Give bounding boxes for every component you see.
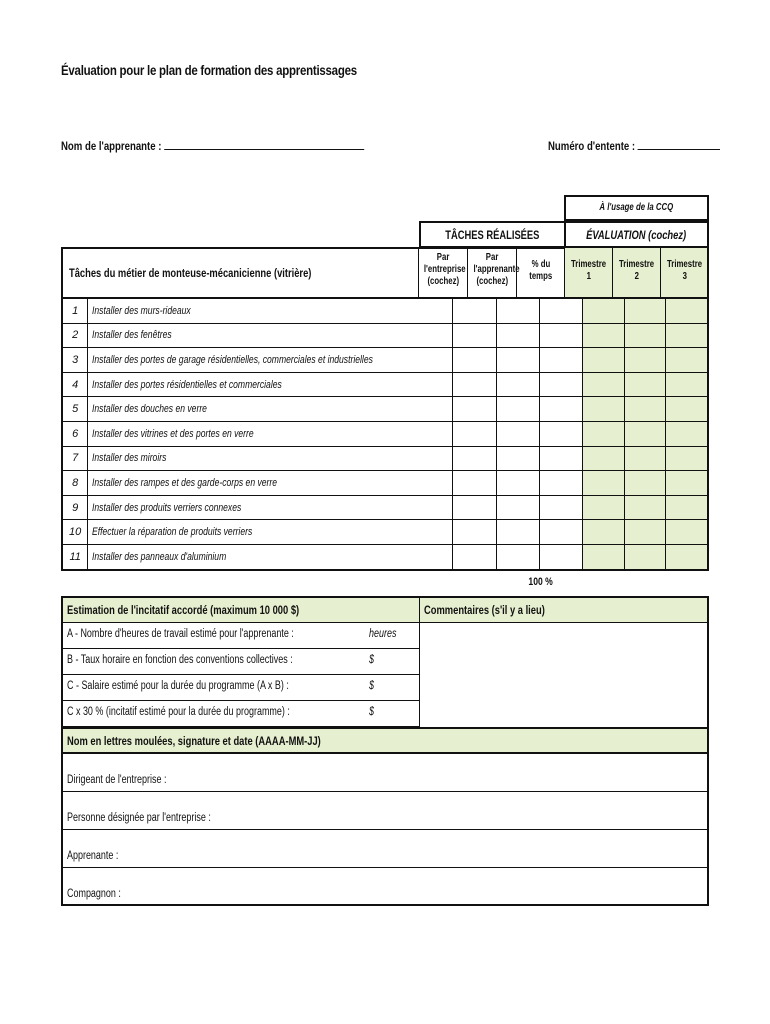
task-number: 10 (63, 520, 88, 545)
incentive-line-unit: $ (369, 680, 374, 692)
signature-line[interactable] (61, 867, 709, 906)
eval-trimestre-1[interactable] (583, 544, 625, 569)
ccq-box (564, 195, 709, 221)
task-name: Installer des murs-rideaux (88, 299, 453, 324)
percent-temps[interactable] (540, 446, 583, 471)
signature-line-label: Compagnon : (67, 888, 121, 900)
signature-line[interactable] (61, 753, 709, 792)
col-entreprise-text: Par l'entreprise (cochez) (423, 252, 466, 287)
eval-trimestre-2[interactable] (624, 544, 666, 569)
percent-temps[interactable] (540, 544, 583, 569)
apprenant-blank[interactable] (164, 149, 364, 150)
table-row (63, 520, 708, 545)
taches-realisees-header: TÂCHES RÉALISÉES (419, 221, 566, 248)
task-number: 8 (63, 471, 88, 496)
task-number: 9 (63, 495, 88, 520)
eval-trimestre-3[interactable] (666, 446, 708, 471)
task-name: Effectuer la réparation de produits verriers (88, 520, 453, 545)
percent-temps[interactable] (540, 323, 583, 348)
check-apprenante[interactable] (496, 446, 539, 471)
incentive-line-unit: $ (369, 654, 374, 666)
incentive-line-label: C - Salaire estimé pour la durée du programme (A x B) : (67, 680, 289, 692)
incentive-line-label: C x 30 % (incitatif estimé pour la durée du programme) : (67, 706, 290, 718)
percent-temps[interactable] (540, 495, 583, 520)
eval-trimestre-2[interactable] (624, 348, 666, 373)
check-entreprise[interactable] (453, 421, 496, 446)
eval-trimestre-1[interactable] (583, 397, 625, 422)
check-apprenante[interactable] (496, 299, 539, 324)
check-entreprise[interactable] (453, 323, 496, 348)
eval-trimestre-2[interactable] (624, 446, 666, 471)
col-trimestre-1-text: Trimestre 1 (570, 259, 607, 282)
check-apprenante[interactable] (496, 495, 539, 520)
check-entreprise[interactable] (453, 372, 496, 397)
eval-trimestre-2[interactable] (624, 372, 666, 397)
percent-temps[interactable] (540, 421, 583, 446)
task-name: Installer des douches en verre (88, 397, 453, 422)
comments-header: Commentaires (s'il y a lieu) (419, 596, 709, 623)
entente-label: Numéro d'entente : (548, 139, 636, 153)
percent-temps[interactable] (540, 397, 583, 422)
check-apprenante[interactable] (496, 471, 539, 496)
entente-blank[interactable] (638, 149, 720, 150)
task-number: 3 (63, 348, 88, 373)
task-number: 11 (63, 544, 88, 569)
incentive-line-label: B - Taux horaire en fonction des conventions collectives : (67, 654, 293, 666)
check-entreprise[interactable] (453, 544, 496, 569)
task-name: Installer des portes de garage résidentielles, commerciales et industrielles (88, 348, 453, 373)
col-trimestre-3-text: Trimestre 3 (666, 259, 703, 282)
ccq-label: À l'usage de la CCQ (599, 202, 674, 213)
check-apprenante[interactable] (496, 397, 539, 422)
incentive-line-label: A - Nombre d'heures de travail estimé pour l'apprenante : (67, 628, 294, 640)
eval-trimestre-1[interactable] (583, 372, 625, 397)
percent-temps[interactable] (540, 520, 583, 545)
percent-temps[interactable] (540, 372, 583, 397)
table-row (63, 372, 708, 397)
check-entreprise[interactable] (453, 348, 496, 373)
task-name: Installer des fenêtres (88, 323, 453, 348)
check-entreprise[interactable] (453, 397, 496, 422)
eval-trimestre-2[interactable] (624, 471, 666, 496)
task-number: 1 (63, 299, 88, 324)
check-apprenante[interactable] (496, 421, 539, 446)
table-row (63, 299, 708, 324)
table-row (63, 446, 708, 471)
percent-temps[interactable] (540, 348, 583, 373)
signature-line[interactable] (61, 829, 709, 868)
table-row (63, 495, 708, 520)
comments-input[interactable] (419, 622, 709, 728)
percent-temps[interactable] (540, 471, 583, 496)
task-name: Installer des miroirs (88, 446, 453, 471)
signature-line-label: Dirigeant de l'entreprise : (67, 774, 167, 786)
task-name: Installer des produits verriers connexes (88, 495, 453, 520)
check-apprenante[interactable] (496, 348, 539, 373)
table-row (63, 544, 708, 569)
evaluation-header: ÉVALUATION (cochez) (564, 221, 709, 248)
table-row (63, 471, 708, 496)
apprenant-field[interactable] (61, 139, 364, 153)
eval-trimestre-3[interactable] (666, 495, 708, 520)
eval-trimestre-3[interactable] (666, 323, 708, 348)
percent-temps[interactable] (540, 299, 583, 324)
entente-field[interactable] (548, 139, 720, 153)
eval-trimestre-3[interactable] (666, 421, 708, 446)
signature-line-label: Personne désignée par l'entreprise : (67, 812, 211, 824)
eval-trimestre-2[interactable] (624, 323, 666, 348)
check-entreprise[interactable] (453, 299, 496, 324)
table-row (63, 323, 708, 348)
eval-trimestre-3[interactable] (666, 299, 708, 324)
table-row (63, 348, 708, 373)
incentive-line[interactable] (61, 648, 420, 675)
apprenant-label: Nom de l'apprenante : (61, 139, 162, 153)
task-name: Installer des rampes et des garde-corps en verre (88, 471, 453, 496)
col-apprenante-text: Par l'apprenante (cochez) (473, 252, 520, 287)
eval-trimestre-2[interactable] (624, 495, 666, 520)
signature-line[interactable] (61, 791, 709, 830)
check-apprenante[interactable] (496, 372, 539, 397)
incentive-line[interactable] (61, 674, 420, 701)
incentive-line-unit: heures (369, 628, 397, 640)
task-name: Installer des panneaux d'aluminium (88, 544, 453, 569)
task-number: 5 (63, 397, 88, 422)
incentive-line-unit: $ (369, 706, 374, 718)
page-title: Évaluation pour le plan de formation des apprentissages (61, 62, 357, 78)
eval-trimestre-3[interactable] (666, 397, 708, 422)
incentive-line[interactable] (61, 622, 420, 649)
table-row (63, 397, 708, 422)
eval-trimestre-2[interactable] (624, 421, 666, 446)
total-percent: 100 % (528, 576, 553, 588)
task-name: Installer des portes résidentielles et commerciales (88, 372, 453, 397)
task-number: 2 (63, 323, 88, 348)
eval-trimestre-2[interactable] (624, 520, 666, 545)
eval-trimestre-1[interactable] (583, 520, 625, 545)
check-apprenante[interactable] (496, 544, 539, 569)
table-row (63, 421, 708, 446)
eval-trimestre-1[interactable] (583, 299, 625, 324)
eval-trimestre-1[interactable] (583, 471, 625, 496)
eval-trimestre-3[interactable] (666, 471, 708, 496)
check-entreprise[interactable] (453, 495, 496, 520)
eval-trimestre-3[interactable] (666, 372, 708, 397)
check-entreprise[interactable] (453, 471, 496, 496)
check-apprenante[interactable] (496, 323, 539, 348)
task-name: Installer des vitrines et des portes en verre (88, 421, 453, 446)
eval-trimestre-2[interactable] (624, 299, 666, 324)
check-entreprise[interactable] (453, 446, 496, 471)
task-number: 4 (63, 372, 88, 397)
eval-trimestre-1[interactable] (583, 495, 625, 520)
col-temps-text: % du temps (529, 259, 552, 282)
eval-trimestre-3[interactable] (666, 520, 708, 545)
eval-trimestre-3[interactable] (666, 348, 708, 373)
task-number: 6 (63, 421, 88, 446)
incentive-header: Estimation de l'incitatif accordé (maximum 10 000 $) (61, 596, 420, 623)
col-trimestre-2-text: Trimestre 2 (618, 259, 655, 282)
signatures-header: Nom en lettres moulées, signature et date (AAAA-MM-JJ) (61, 727, 709, 754)
eval-trimestre-1[interactable] (583, 323, 625, 348)
signature-line-label: Apprenante : (67, 850, 119, 862)
tasks-main-header: Tâches du métier de monteuse-mécanicienne (vitrière) (61, 247, 419, 298)
task-number: 7 (63, 446, 88, 471)
check-apprenante[interactable] (496, 520, 539, 545)
tasks-table (62, 298, 708, 570)
check-entreprise[interactable] (453, 520, 496, 545)
eval-trimestre-1[interactable] (583, 446, 625, 471)
eval-trimestre-1[interactable] (583, 421, 625, 446)
eval-trimestre-1[interactable] (583, 348, 625, 373)
eval-trimestre-2[interactable] (624, 397, 666, 422)
eval-trimestre-3[interactable] (666, 544, 708, 569)
incentive-line[interactable] (61, 700, 420, 727)
